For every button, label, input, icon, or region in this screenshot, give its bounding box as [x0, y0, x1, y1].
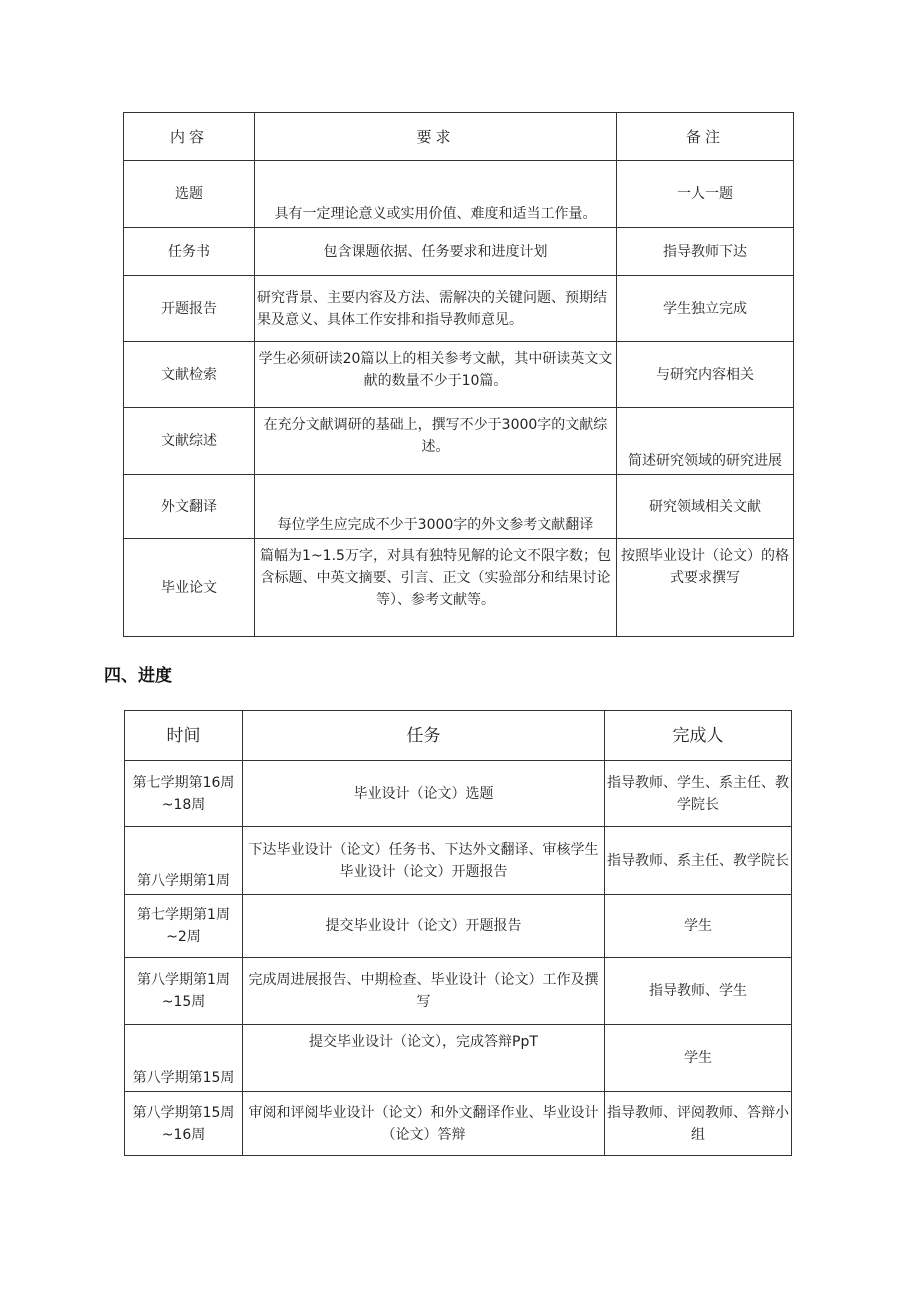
- row-content: 任务书: [124, 228, 255, 276]
- row-time: 第八学期第1周~15周: [125, 958, 243, 1025]
- row-time: 第八学期第1周: [125, 827, 243, 895]
- row-requirement: 包含课题依据、任务要求和进度计划: [255, 228, 617, 276]
- row-requirement: 具有一定理论意义或实用价值、难度和适当工作量。: [255, 161, 617, 228]
- row-time: 第八学期第15周~16周: [125, 1092, 243, 1156]
- row-content: 毕业论文: [124, 539, 255, 637]
- row-task: 完成周进展报告、中期检查、毕业设计（论文）工作及撰写: [243, 958, 605, 1025]
- row-content: 外文翻译: [124, 475, 255, 539]
- table-header-row: [125, 711, 792, 761]
- row-requirement: 每位学生应完成不少于3000字的外文参考文献翻译: [255, 475, 617, 539]
- row-task: 提交毕业设计（论文），完成答辩PpT: [243, 1025, 605, 1092]
- table-row: [125, 1092, 792, 1156]
- schedule-table: [124, 710, 792, 1156]
- header-requirement: 要求: [255, 113, 617, 161]
- row-requirement: 篇幅为1~1.5万字，对具有独特见解的论文不限字数；包含标题、中英文摘要、引言、正文（实验部分和结果讨论等）、参考文献等。: [255, 539, 617, 637]
- row-time: 第七学期第16周~18周: [125, 761, 243, 827]
- table-row: [124, 228, 794, 276]
- table-row: [124, 342, 794, 408]
- row-content: 开题报告: [124, 276, 255, 342]
- section-title-progress: 四、进度: [104, 666, 172, 686]
- row-note: 按照毕业设计（论文）的格式要求撰写: [617, 539, 794, 637]
- row-note: 与研究内容相关: [617, 342, 794, 408]
- table-header-row: [124, 113, 794, 161]
- row-requirement: 学生必须研读20篇以上的相关参考文献，其中研读英文文献的数量不少于10篇。: [255, 342, 617, 408]
- row-note: 指导教师下达: [617, 228, 794, 276]
- row-owner: 学生: [605, 895, 792, 958]
- row-note: 研究领域相关文献: [617, 475, 794, 539]
- header-task: 任务: [243, 711, 605, 761]
- table-row: [124, 276, 794, 342]
- row-owner: 指导教师、系主任、教学院长: [605, 827, 792, 895]
- row-content: 文献检索: [124, 342, 255, 408]
- row-note: 学生独立完成: [617, 276, 794, 342]
- header-owner: 完成人: [605, 711, 792, 761]
- row-time: 第八学期第15周: [125, 1025, 243, 1092]
- row-content: 文献综述: [124, 408, 255, 475]
- table-row: [125, 761, 792, 827]
- row-owner: 指导教师、学生: [605, 958, 792, 1025]
- row-owner: 学生: [605, 1025, 792, 1092]
- row-note: 一人一题: [617, 161, 794, 228]
- header-time: 时间: [125, 711, 243, 761]
- row-owner: 指导教师、学生、系主任、教学院长: [605, 761, 792, 827]
- row-content: 选题: [124, 161, 255, 228]
- requirements-table: [123, 112, 794, 637]
- table-row: [124, 475, 794, 539]
- header-note: 备注: [617, 113, 794, 161]
- row-requirement: 研究背景、主要内容及方法、需解决的关键问题、预期结果及意义、具体工作安排和指导教师意见。: [255, 276, 617, 342]
- header-content: 内容: [124, 113, 255, 161]
- row-task: 提交毕业设计（论文）开题报告: [243, 895, 605, 958]
- table-row: [125, 1025, 792, 1092]
- table-row: [125, 895, 792, 958]
- row-owner: 指导教师、评阅教师、答辩小组: [605, 1092, 792, 1156]
- table-row: [125, 958, 792, 1025]
- row-time: 第七学期第1周~2周: [125, 895, 243, 958]
- row-note: 简述研究领域的研究进展: [617, 408, 794, 475]
- row-task: 毕业设计（论文）选题: [243, 761, 605, 827]
- table-row: [124, 539, 794, 637]
- table-row: [124, 161, 794, 228]
- row-task: 审阅和评阅毕业设计（论文）和外文翻译作业、毕业设计（论文）答辩: [243, 1092, 605, 1156]
- row-requirement: 在充分文献调研的基础上，撰写不少于3000字的文献综述。: [255, 408, 617, 475]
- row-task: 下达毕业设计（论文）任务书、下达外文翻译、审核学生毕业设计（论文）开题报告: [243, 827, 605, 895]
- table-row: [125, 827, 792, 895]
- table-row: [124, 408, 794, 475]
